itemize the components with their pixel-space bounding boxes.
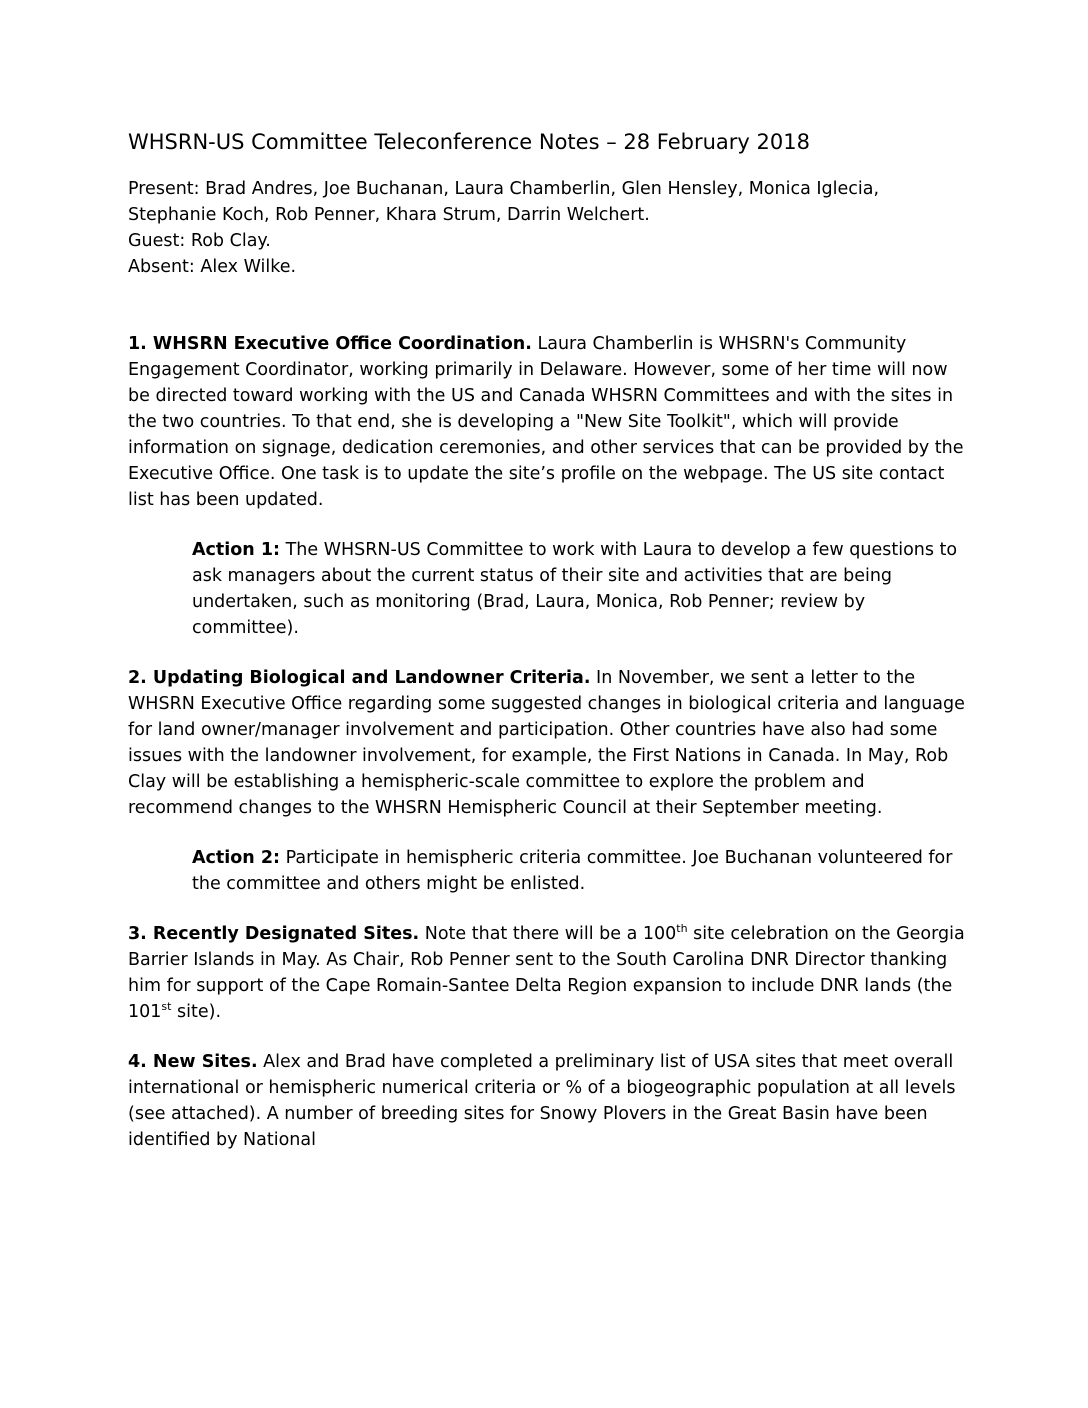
section-4-heading: 4. New Sites. <box>128 1052 258 1072</box>
section-3-heading: 3. Recently Designated Sites. <box>128 924 420 944</box>
section-1 <box>128 331 968 513</box>
document-page <box>128 128 968 1153</box>
section-3-superscript-th: th <box>676 922 688 936</box>
action-1 <box>192 537 968 641</box>
document-title: WHSRN-US Committee Teleconference Notes – 28 February 2018 <box>128 130 810 154</box>
action-2 <box>192 845 968 897</box>
section-4 <box>128 1049 968 1153</box>
section-2 <box>128 665 968 821</box>
section-3 <box>128 921 968 1025</box>
section-1-heading: 1. WHSRN Executive Office Coordination. <box>128 334 532 354</box>
action-2-body: Participate in hemispheric criteria committee. Joe Buchanan volunteered for the committee and others might be enlisted. <box>192 848 953 894</box>
action-2-heading: Action 2: <box>192 848 281 868</box>
present-list: Present: Brad Andres, Joe Buchanan, Laura Chamberlin, Glen Hensley, Monica Iglecia, Stephanie Koch, Rob Penner, Khara Strum, Darrin Welchert. <box>128 179 880 225</box>
action-1-body: The WHSRN-US Committee to work with Laura to develop a few questions to ask managers about the current status of their site and activities that are being undertaken, such as monitoring (Brad, Laura, Monica, Rob Penner; review by committee). <box>192 540 958 638</box>
attendance-block <box>128 176 968 280</box>
section-3-body-part2: site celebration on the Georgia Barrier Islands in May. As Chair, Rob Penner sent to the South Carolina DNR Director thanking him for support of the Cape Romain-Santee Delta Region expansion to include DNR lands (the 101 <box>128 924 965 1022</box>
absent-list: Absent: Alex Wilke. <box>128 257 297 277</box>
section-2-heading: 2. Updating Biological and Landowner Criteria. <box>128 668 591 688</box>
guest-list: Guest: Rob Clay. <box>128 231 271 251</box>
section-4-body: Alex and Brad have completed a preliminary list of USA sites that meet overall international or hemispheric numerical criteria or % of a biogeographic population at all levels (see attached). A number of breeding sites for Snowy Plovers in the Great Basin have been identified by National <box>128 1052 956 1150</box>
section-3-superscript-st: st <box>161 1000 172 1014</box>
section-2-body: In November, we sent a letter to the WHSRN Executive Office regarding some suggested changes in biological criteria and language for land owner/manager involvement and participation. Other countries have also had some issues with the landowner involvement, for example, the First Nations in Canada. In May, Rob Clay will be establishing a hemispheric-scale committee to explore the problem and recommend changes to the WHSRN Hemispheric Council at their September meeting. <box>128 668 965 818</box>
section-3-body-part3: site). <box>171 1002 222 1022</box>
action-1-heading: Action 1: <box>192 540 281 560</box>
section-3-body-part1: Note that there will be a 100 <box>419 924 677 944</box>
section-1-body: Laura Chamberlin is WHSRN's Community Engagement Coordinator, working primarily in Delaware. However, some of her time will now be directed toward working with the US and Canada WHSRN Committees and with the sites in the two countries. To that end, she is developing a "New Site Toolkit", which will provide information on signage, dedication ceremonies, and other services that can be provided by the Executive Office. One task is to update the site’s profile on the webpage. The US site contact list has been updated. <box>128 334 964 510</box>
